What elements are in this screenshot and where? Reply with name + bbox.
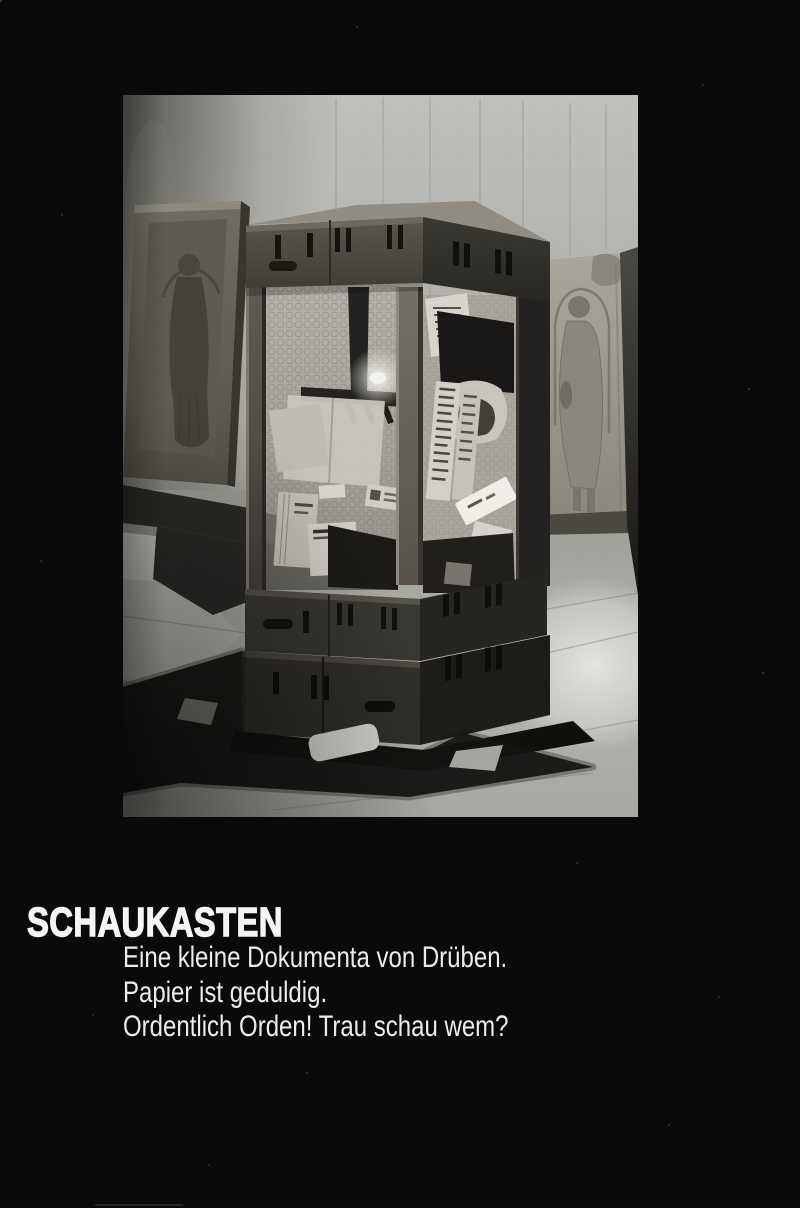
page-title: SCHAUKASTEN [27, 899, 283, 946]
print-dust-specks [0, 0, 2, 2]
installation-photo [123, 95, 638, 817]
caption-block [123, 941, 509, 1045]
caption-line: Eine kleine Dokumenta von Drüben. [123, 941, 508, 974]
halftone-overlay [123, 95, 638, 817]
caption-line: Ordentlich Orden! Trau schau wem? [123, 1010, 509, 1043]
installation-photo-art [123, 95, 638, 817]
caption-line: Papier ist geduldig. [123, 975, 328, 1009]
page-edge-artifact [95, 1204, 183, 1206]
